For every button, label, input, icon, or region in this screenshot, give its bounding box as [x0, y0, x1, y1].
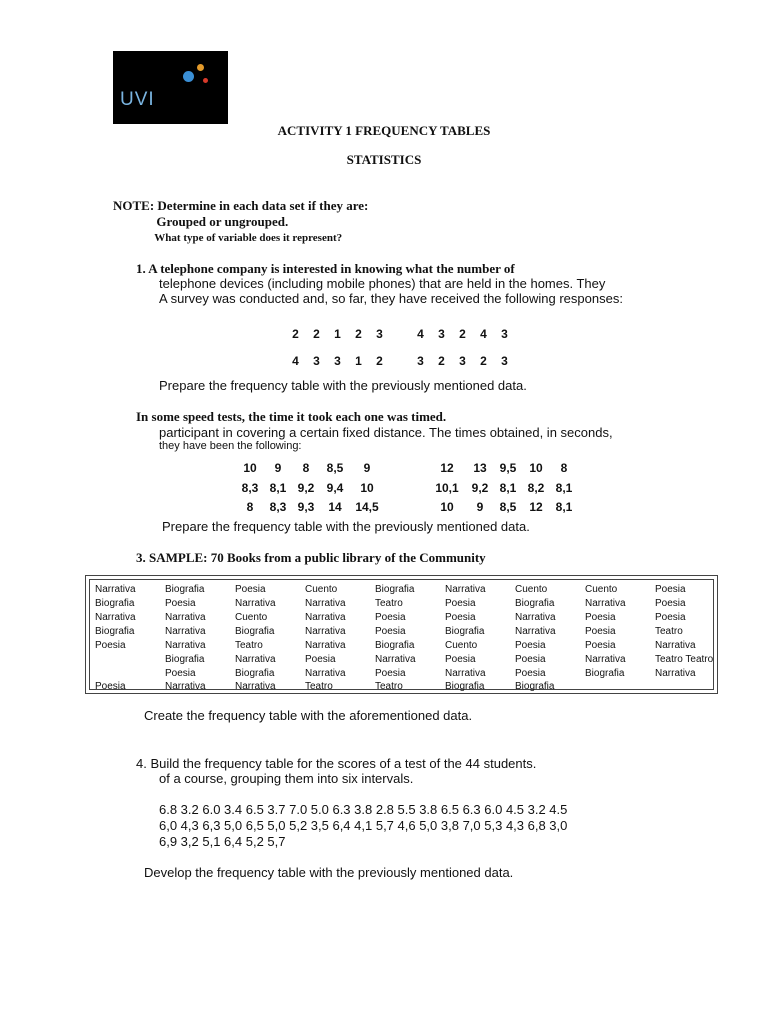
table-cell: Biografia: [515, 681, 555, 692]
table-cell: Biografia: [375, 640, 415, 651]
table-cell: Narrativa: [165, 681, 206, 692]
q2-value: 8,3: [241, 481, 259, 495]
table-cell: Narrativa: [165, 612, 206, 623]
q3-instruction: Create the frequency table with the aforementioned data.: [144, 708, 473, 723]
table-cell: Poesia: [235, 584, 266, 595]
q4-data-line: 6,0 4,3 6,3 5,0 6,5 5,0 5,2 3,5 6,4 4,1 5,7 4,6 5,0 3,8 7,0 5,3 4,3 6,8 3,0: [159, 818, 568, 833]
q2-value: 8: [302, 461, 310, 475]
q4-data-line: 6.8 3.2 6.0 3.4 6.5 3.7 7.0 5.0 6.3 3.8 2.8 5.5 3.8 6.5 6.3 6.0 4.5 3.2 4.5: [159, 802, 568, 817]
q1-line3: A survey was conducted and, so far, they have received the following responses:: [159, 291, 623, 306]
table-cell: Narrativa: [655, 640, 696, 651]
table-cell: Poesia: [165, 598, 196, 609]
logo-orange-dot: [197, 64, 204, 71]
q4-instruction: Develop the frequency table with the previously mentioned data.: [144, 865, 514, 880]
q4-heading: 4. Build the frequency table for the scores of a test of the 44 students.: [136, 756, 537, 771]
q1-value: 2: [292, 327, 299, 341]
q1-value: 3: [438, 327, 445, 341]
table-cell: Teatro: [375, 598, 403, 609]
table-cell: Teatro Teatro: [655, 654, 714, 665]
books-table-inner: [89, 579, 714, 690]
page-title: ACTIVITY 1 FREQUENCY TABLES: [277, 123, 491, 138]
table-cell: Narrativa: [305, 668, 346, 679]
table-cell: Narrativa: [655, 668, 696, 679]
q2-value: 9,2: [471, 481, 489, 495]
table-cell: Narrativa: [235, 598, 276, 609]
table-cell: Poesia: [375, 626, 406, 637]
table-cell: Narrativa: [95, 612, 136, 623]
table-cell: Biografia: [95, 598, 135, 609]
table-cell: Poesia: [375, 668, 406, 679]
table-cell: Poesia: [515, 640, 546, 651]
note-item-variable: What type of variable does it represent?: [143, 232, 331, 244]
q1-value: 3: [417, 354, 424, 368]
table-cell: Biografia: [445, 626, 485, 637]
table-cell: Poesia: [445, 598, 476, 609]
table-cell: Narrativa: [515, 612, 556, 623]
q2-value: 10: [243, 461, 257, 475]
q1-value: 3: [334, 354, 341, 368]
table-cell: Poesia: [165, 668, 196, 679]
q1-data-row: [285, 327, 515, 341]
table-cell: Cuento: [585, 584, 618, 595]
q3-heading: 3. SAMPLE: 70 Books from a public library of the Community: [136, 550, 486, 565]
q2-line2: participant in covering a certain fixed distance. The times obtained, in seconds,: [159, 425, 613, 440]
q2-line3: they have been the following:: [159, 440, 302, 452]
table-cell: Narrativa: [445, 584, 486, 595]
table-cell: Narrativa: [235, 654, 276, 665]
q4-line2: of a course, grouping them into six intervals.: [159, 771, 414, 786]
q1-value: 2: [313, 327, 320, 341]
note-item-grouped: Grouped or ungrouped.: [143, 214, 275, 229]
q1-value: 4: [417, 327, 424, 341]
table-cell: Poesia: [655, 584, 686, 595]
q2-value: 9: [274, 461, 282, 475]
table-cell: Cuento: [305, 584, 338, 595]
q2-data-row: [236, 500, 578, 514]
table-cell: Biografia: [585, 668, 625, 679]
q1-value: 2: [376, 354, 383, 368]
q2-value: 8,5: [326, 461, 344, 475]
page-subtitle: STATISTICS: [346, 152, 422, 167]
q2-value: 10,1: [435, 481, 459, 495]
q2-value: 10: [360, 481, 374, 495]
q2-value: 8: [560, 461, 568, 475]
table-cell: Narrativa: [305, 626, 346, 637]
table-cell: Narrativa: [445, 668, 486, 679]
q2-value: 10: [529, 461, 543, 475]
table-cell: Narrativa: [305, 640, 346, 651]
q2-data-row: [236, 481, 578, 495]
q1-value: 1: [334, 327, 341, 341]
table-cell: Narrativa: [165, 626, 206, 637]
table-cell: Biografia: [445, 681, 485, 692]
table-cell: Poesia: [305, 654, 336, 665]
q2-value: 9,3: [297, 500, 315, 514]
table-cell: Narrativa: [305, 612, 346, 623]
table-cell: Narrativa: [375, 654, 416, 665]
q1-value: 3: [376, 327, 383, 341]
q2-value: 8,1: [269, 481, 287, 495]
q1-value: 4: [480, 327, 487, 341]
q1-value: 3: [501, 327, 508, 341]
books-table: [85, 575, 718, 694]
logo-blue-dot: [183, 71, 194, 82]
q2-value: 12: [529, 500, 543, 514]
table-cell: Poesia: [655, 598, 686, 609]
q2-data-row: [236, 461, 578, 475]
table-cell: Poesia: [445, 612, 476, 623]
q2-instruction: Prepare the frequency table with the previously mentioned data.: [162, 519, 530, 534]
q2-value: 13: [473, 461, 487, 475]
table-cell: Poesia: [445, 654, 476, 665]
table-cell: Teatro: [655, 626, 683, 637]
q1-instruction: Prepare the frequency table with the previously mentioned data.: [159, 378, 527, 393]
q1-value: 2: [480, 354, 487, 368]
table-cell: Biografia: [165, 584, 205, 595]
table-cell: Teatro: [305, 681, 333, 692]
table-cell: Narrativa: [585, 654, 626, 665]
table-cell: Poesia: [585, 612, 616, 623]
table-cell: Narrativa: [165, 640, 206, 651]
table-cell: Poesia: [515, 654, 546, 665]
table-cell: Poesia: [95, 681, 126, 692]
table-cell: Biografia: [235, 626, 275, 637]
table-cell: Narrativa: [95, 584, 136, 595]
q2-value: 8,1: [555, 500, 573, 514]
logo-red-dot: [203, 78, 208, 83]
q2-value: 8,1: [499, 481, 517, 495]
q1-value: 2: [438, 354, 445, 368]
q1-value: 3: [313, 354, 320, 368]
table-cell: Biografia: [235, 668, 275, 679]
table-cell: Narrativa: [235, 681, 276, 692]
table-cell: Cuento: [235, 612, 268, 623]
q1-value: 2: [459, 327, 466, 341]
table-cell: Poesia: [655, 612, 686, 623]
q2-value: 8,3: [269, 500, 287, 514]
table-cell: Biografia: [165, 654, 205, 665]
q1-value: 3: [459, 354, 466, 368]
table-cell: Narrativa: [305, 598, 346, 609]
q2-value: 8: [246, 500, 254, 514]
table-cell: Teatro: [235, 640, 263, 651]
q2-value: 9,5: [499, 461, 517, 475]
table-cell: Narrativa: [585, 598, 626, 609]
q2-heading: In some speed tests, the time it took each one was timed.: [136, 409, 447, 424]
q2-value: 10: [440, 500, 454, 514]
q1-value: 3: [501, 354, 508, 368]
q1-line2: telephone devices (including mobile phones) that are held in the homes. They: [159, 276, 606, 291]
q2-value: 9: [476, 500, 484, 514]
table-cell: Poesia: [515, 668, 546, 679]
table-cell: Narrativa: [515, 626, 556, 637]
table-cell: Poesia: [375, 612, 406, 623]
q2-value: 9,4: [326, 481, 344, 495]
q2-value: 12: [440, 461, 454, 475]
logo-text: UVI: [120, 89, 155, 110]
q2-value: 8,1: [555, 481, 573, 495]
q2-value: 8,2: [527, 481, 545, 495]
table-cell: Teatro: [375, 681, 403, 692]
uvi-logo: [113, 51, 228, 124]
q2-value: 9,2: [297, 481, 315, 495]
table-cell: Cuento: [445, 640, 478, 651]
q2-value: 9: [363, 461, 371, 475]
q1-value: 1: [355, 354, 362, 368]
table-cell: Poesia: [585, 640, 616, 651]
q2-value: 14: [328, 500, 342, 514]
q2-value: 8,5: [499, 500, 517, 514]
q1-data-row: [285, 354, 515, 368]
q1-value: 2: [355, 327, 362, 341]
table-cell: Biografia: [95, 626, 135, 637]
table-cell: Cuento: [515, 584, 548, 595]
table-cell: Biografia: [375, 584, 415, 595]
table-cell: Biografia: [515, 598, 555, 609]
note-heading: NOTE: Determine in each data set if they are:: [113, 198, 369, 213]
q4-data-line: 6,9 3,2 5,1 6,4 5,2 5,7: [159, 834, 286, 849]
table-cell: Poesia: [95, 640, 126, 651]
table-cell: Poesia: [585, 626, 616, 637]
q1-value: 4: [292, 354, 299, 368]
q1-heading: 1. A telephone company is interested in knowing what the number of: [136, 261, 515, 276]
q2-value: 14,5: [355, 500, 379, 514]
